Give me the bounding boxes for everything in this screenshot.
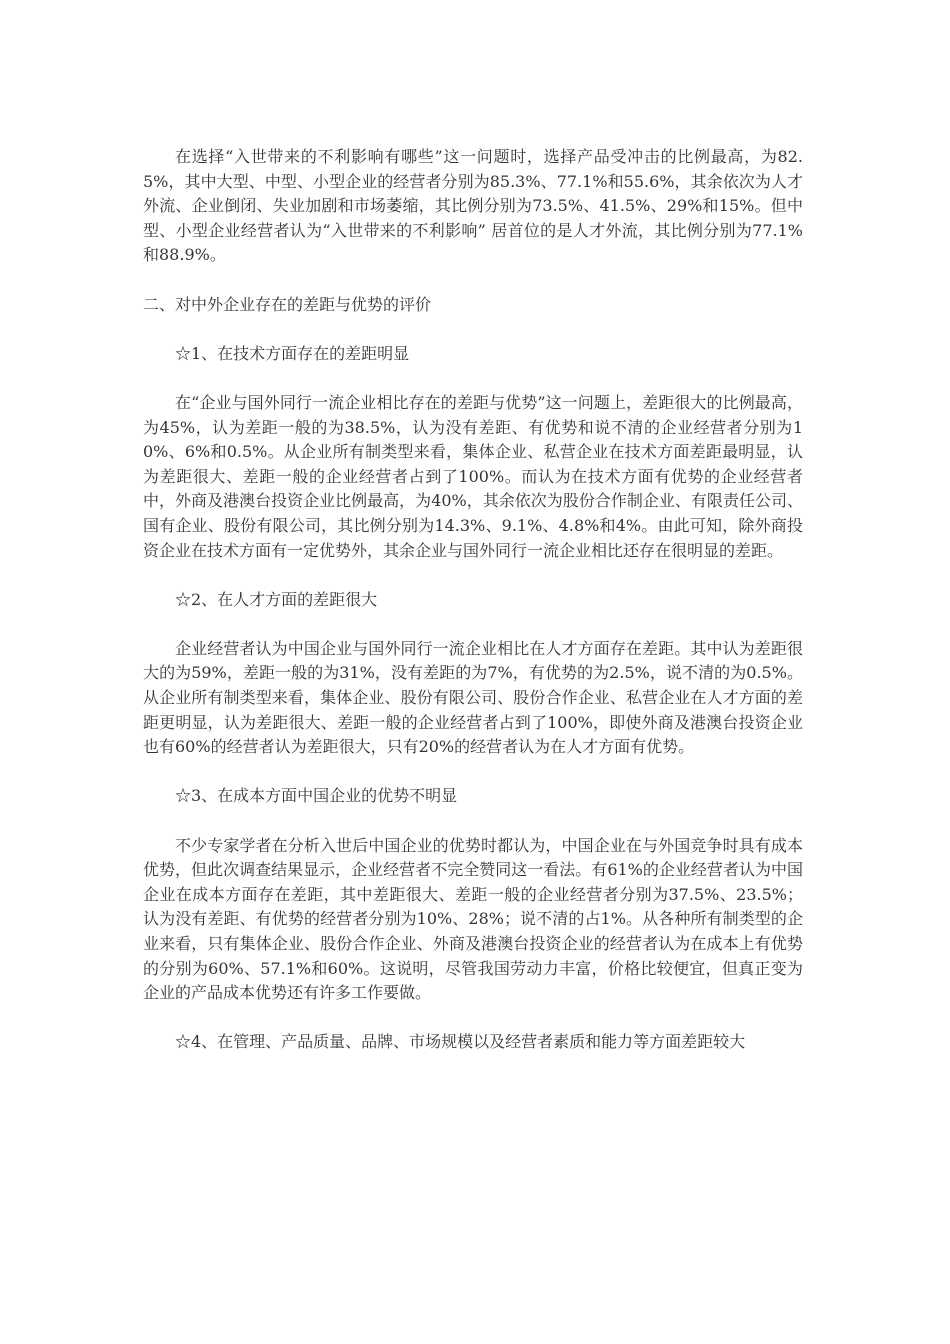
- document-body: [143, 145, 803, 1055]
- item-1-paragraph: 在“企业与国外同行一流企业相比存在的差距与优势”这一问题上，差距很大的比例最高，为45%，认为差距一般的为38.5%，认为没有差距、有优势和说不清的企业经营者分别为10%、6%和0.5%。从企业所有制类型来看，集体企业、私营企业在技术方面差距最明显，认为差距很大、差距一般的企业经营者占到了100%。而认为在技术方面有优势的企业经营者中，外商及港澳台投资企业比例最高，为40%，其余依次为股份合作制企业、有限责任公司、国有企业、股份有限公司，其比例分别为14.3%、9.1%、4.8%和4%。由此可知，除外商投资企业在技术方面有一定优势外，其余企业与国外同行一流企业相比还存在很明显的差距。: [143, 392, 803, 560]
- item-3-heading: ☆3、在成本方面中国企业的优势不明显: [175, 786, 458, 806]
- item-1-heading: ☆1、在技术方面存在的差距明显: [175, 343, 410, 363]
- item-4-heading: ☆4、在管理、产品质量、品牌、市场规模以及经营者素质和能力等方面差距较大: [175, 1032, 746, 1052]
- item-3-paragraph: 不少专家学者在分析入世后中国企业的优势时都认为，中国企业在与外国竞争时具有成本优势，但此次调查结果显示，企业经营者不完全赞同这一看法。有61%的企业经营者认为中国企业在成本方面存在差距，其中差距很大、差距一般的企业经营者分别为37.5%、23.5%；认为没有差距、有优势的经营者分别为10%、28%；说不清的占1%。从各种所有制类型的企业来看，只有集体企业、股份合作企业、外商及港澳台投资企业的经营者认为在成本上有优势的分别为60%、57.1%和60%。这说明，尽管我国劳动力丰富，价格比较便宜，但真正变为企业的产品成本优势还有许多工作要做。: [143, 835, 803, 1003]
- item-2-paragraph: 企业经营者认为中国企业与国外同行一流企业相比在人才方面存在差距。其中认为差距很大的为59%，差距一般的为31%，没有差距的为7%，有优势的为2.5%，说不清的为0.5%。从企业所有制类型来看，集体企业、股份有限公司、股份合作企业、私营企业在人才方面的差距更明显，认为差距很大、差距一般的企业经营者占到了100%，即使外商及港澳台投资企业也有60%的经营者认为差距很大，只有20%的经营者认为在人才方面有优势。: [143, 638, 803, 757]
- paragraph-wto-impact: 在选择“入世带来的不利影响有哪些”这一问题时，选择产品受冲击的比例最高，为82.5%，其中大型、中型、小型企业的经营者分别为85.3%、77.1%和55.6%，其余依次为人才外流、企业倒闭、失业加剧和市场萎缩，其比例分别为73.5%、41.5%、29%和15%。但中型、小型企业经营者认为“入世带来的不利影响” 居首位的是人才外流，其比例分别为77.1%和88.9%。: [143, 147, 803, 265]
- item-2-heading: ☆2、在人才方面的差距很大: [175, 589, 378, 609]
- section-2-heading: 二、对中外企业存在的差距与优势的评价: [143, 294, 432, 314]
